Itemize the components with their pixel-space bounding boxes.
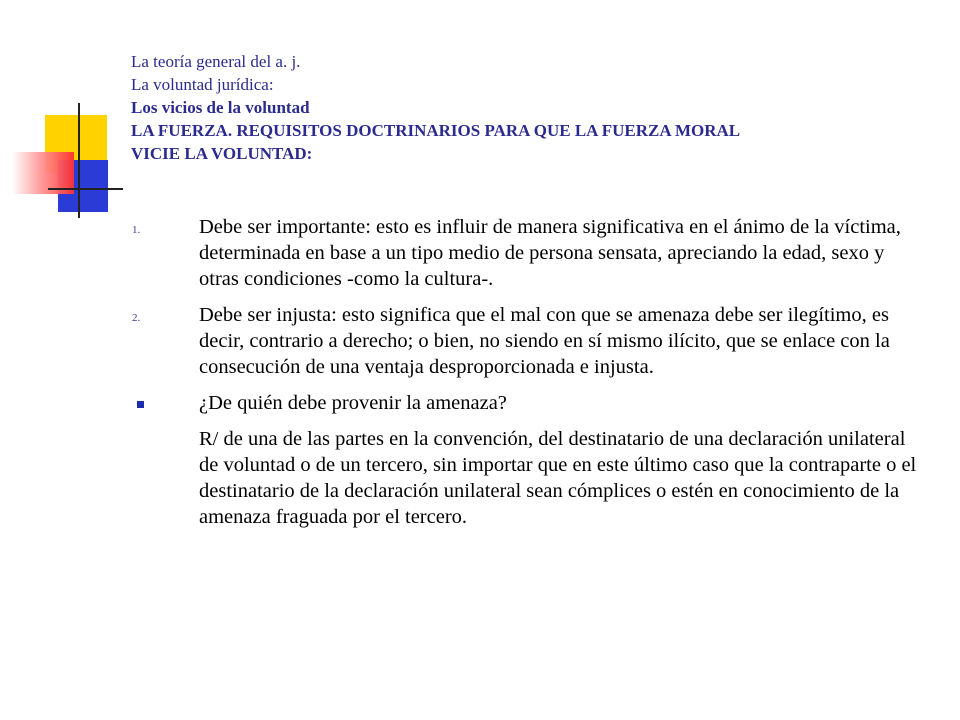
title-line-2: La voluntad jurídica: xyxy=(131,75,274,94)
list-item-text: Debe ser injusta: esto significa que el mal con que se amenaza debe ser ilegítimo, es decir, contrario a derecho; o bien, no siendo en sí mismo ilícito, que se enlace con la consecución de una ventaja desproporcionada e injusta. xyxy=(199,304,890,378)
vertical-line xyxy=(78,103,80,218)
list-item xyxy=(130,302,920,380)
title-line-3: Los vicios de la voluntad xyxy=(131,98,310,117)
square-bullet-icon xyxy=(137,401,144,408)
answer-text: R/ de una de las partes en la convención, del destinatario de una declaración unilateral de voluntad o de un tercero, sin importar que en este último caso que la contraparte o el destinatario de la declaración unilateral sean cómplices o estén en conocimiento de la amenaza fraguada por el tercero. xyxy=(199,428,917,528)
question-item xyxy=(130,390,920,416)
question-text: ¿De quién debe provenir la amenaza? xyxy=(199,392,507,414)
horizontal-line xyxy=(48,188,123,190)
slide-body xyxy=(130,214,920,530)
list-number: 2. xyxy=(132,312,141,324)
list-item-text: Debe ser importante: esto es influir de manera significativa en el ánimo de la víctima, determinada en base a un tipo medio de persona sensata, apreciando la edad, sexo y otras condiciones -como la cultura-. xyxy=(199,216,901,290)
title-line-4: LA FUERZA. REQUISITOS DOCTRINARIOS PARA QUE LA FUERZA MORAL xyxy=(131,121,741,140)
list-number: 1. xyxy=(132,224,141,236)
decorative-graphic xyxy=(0,0,130,230)
title-line-5: VICIE LA VOLUNTAD: xyxy=(131,144,313,163)
title-line-1: La teoría general del a. j. xyxy=(131,52,301,71)
slide-title xyxy=(131,50,911,165)
list-item xyxy=(130,214,920,292)
